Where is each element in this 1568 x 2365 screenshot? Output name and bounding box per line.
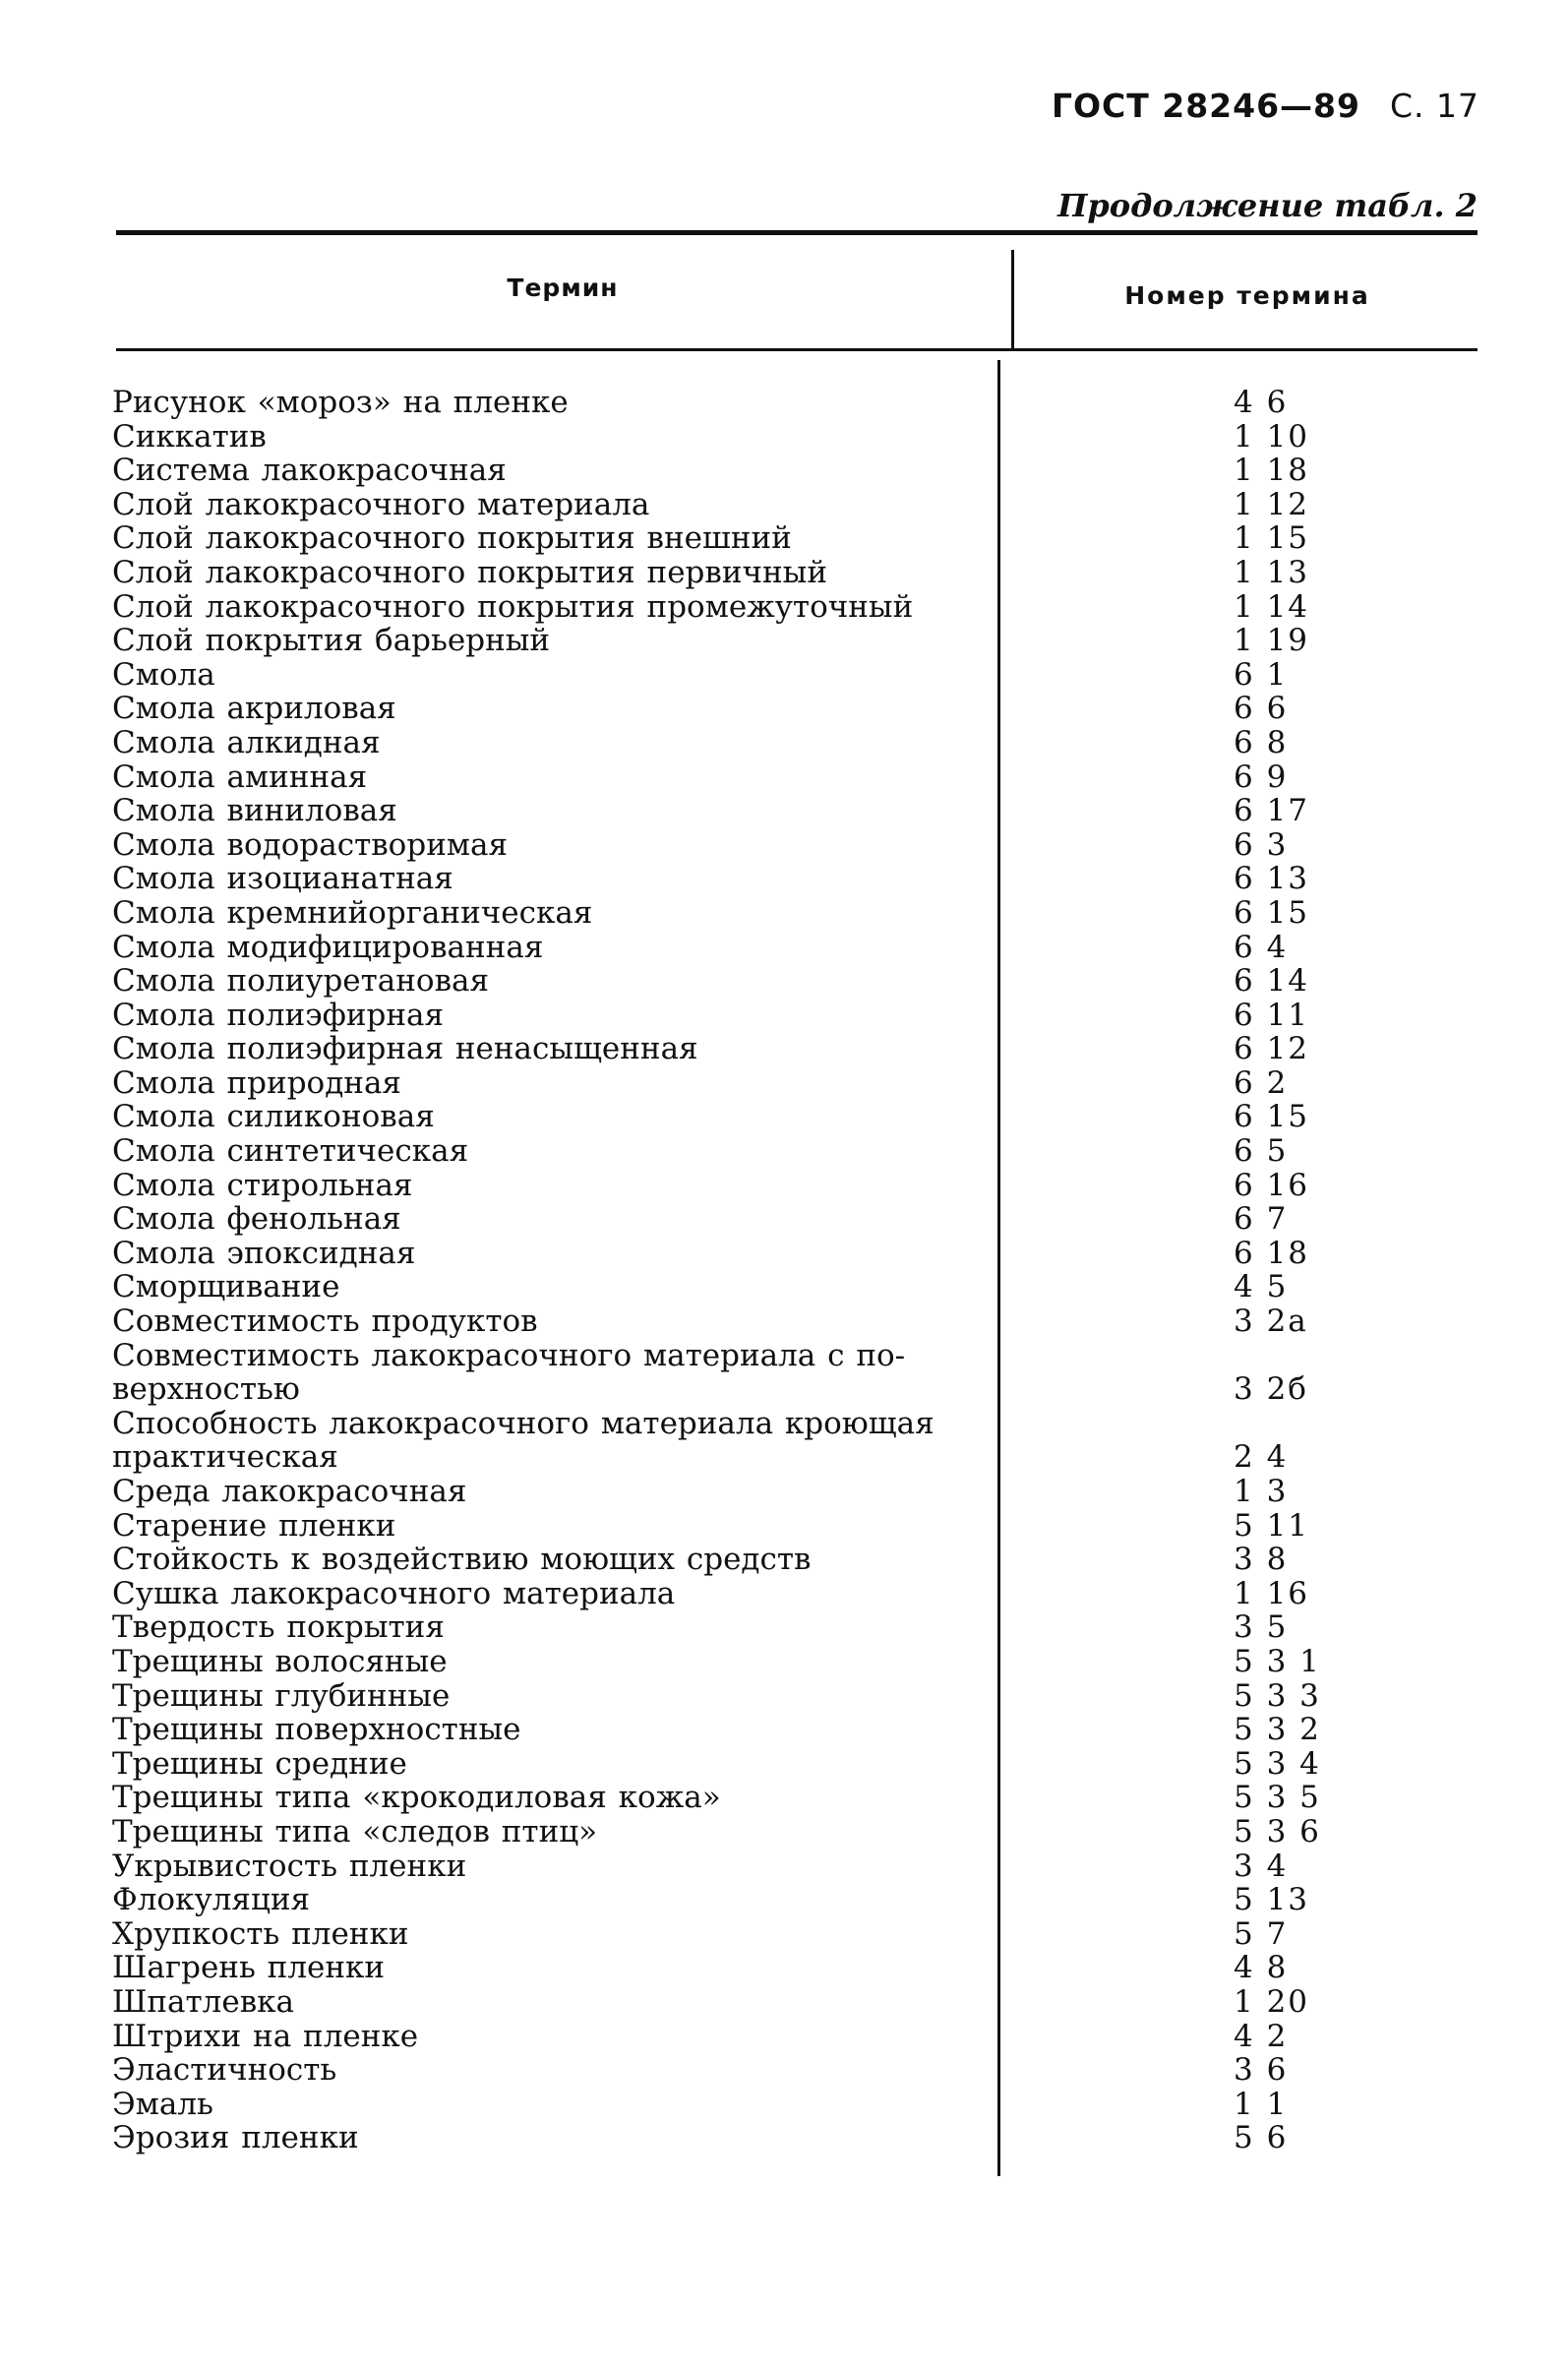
term-number-cell: 5 3 1 — [1234, 1643, 1321, 1679]
term-number-cell: 3 8 — [1234, 1542, 1289, 1578]
term-number-cell: 6 9 — [1234, 758, 1289, 795]
table-body — [112, 386, 1489, 2155]
term-cell: Смола кремнийорганическая — [112, 894, 593, 931]
term-number-cell: 4 5 — [1234, 1269, 1289, 1305]
term-cell: Смола изоцианатная — [112, 861, 453, 897]
table-row — [112, 488, 1489, 522]
term-cell: Смола стирольная — [112, 1167, 413, 1203]
term-cell: Смола модифицированная — [112, 929, 544, 965]
term-number-cell: 1 1 — [1234, 2086, 1289, 2122]
term-cell: Флокуляция — [112, 1882, 311, 1918]
term-number-cell: 6 18 — [1234, 1235, 1310, 1271]
term-cell: Смола — [112, 656, 215, 693]
term-cell: Среда лакокрасочная — [112, 1474, 467, 1509]
term-number-cell: 6 15 — [1234, 1099, 1310, 1135]
standard-designation: ГОСТ 28246—89 — [1051, 87, 1360, 125]
table-row — [112, 1951, 1489, 1985]
table-row — [112, 2020, 1489, 2054]
term-number-cell: 1 14 — [1234, 588, 1310, 625]
table-row — [112, 692, 1489, 726]
table-row — [112, 1883, 1489, 1917]
term-cell: Смола синтетическая — [112, 1133, 469, 1170]
term-cell: Шагрень пленки — [112, 1950, 386, 1986]
term-cell: Смола виниловая — [112, 793, 397, 829]
table-row — [112, 1475, 1489, 1509]
table-row — [112, 1304, 1489, 1339]
table-row — [112, 726, 1489, 760]
term-cell: Слой покрытия барьерный — [112, 623, 551, 659]
term-cell: Смола эпоксидная — [112, 1235, 416, 1271]
header-column-divider — [1011, 250, 1014, 348]
table-row — [112, 1066, 1489, 1101]
term-number-cell: 6 4 — [1234, 929, 1289, 965]
term-number-cell: 5 3 5 — [1234, 1780, 1321, 1816]
table-row — [112, 658, 1489, 693]
term-cell: Совместимость продуктов — [112, 1304, 538, 1340]
term-number-cell: 6 13 — [1234, 861, 1310, 897]
table-top-rule — [116, 230, 1478, 235]
table-row — [112, 794, 1489, 828]
term-number-cell: 6 8 — [1234, 724, 1289, 760]
term-number-cell: 5 3 3 — [1234, 1677, 1321, 1714]
table-row — [112, 556, 1489, 590]
term-number-cell: 1 3 — [1234, 1474, 1289, 1509]
term-number-cell: 6 11 — [1234, 997, 1310, 1033]
term-number-cell: 4 8 — [1234, 1950, 1289, 1986]
table-row — [112, 1679, 1489, 1714]
table-row — [112, 1237, 1489, 1271]
term-number-cell: 1 12 — [1234, 486, 1310, 522]
table-row — [112, 862, 1489, 896]
term-cell: Слой лакокрасочного покрытия внешний — [112, 520, 792, 557]
table-row — [112, 896, 1489, 931]
term-number-cell: 5 6 — [1234, 2120, 1289, 2156]
term-number-cell: 3 5 — [1234, 1609, 1289, 1646]
column-header-term: Термин — [507, 273, 619, 302]
term-cell: Шпатлевка — [112, 1983, 295, 2020]
table-row — [112, 1407, 1489, 1475]
table-row — [112, 760, 1489, 795]
term-number-cell: 6 3 — [1234, 826, 1289, 863]
table-row — [112, 1985, 1489, 2020]
term-number-cell: 5 3 6 — [1234, 1813, 1321, 1850]
term-cell: Штрихи на пленке — [112, 2018, 419, 2054]
term-number-cell: 6 2 — [1234, 1064, 1289, 1101]
term-number-cell: 6 6 — [1234, 691, 1289, 727]
term-cell: Трещины средние — [112, 1745, 407, 1782]
term-number-cell: 2 4 — [1234, 1439, 1289, 1476]
table-row — [112, 1032, 1489, 1066]
term-number-cell: 1 15 — [1234, 520, 1310, 557]
term-cell: Эрозия пленки — [112, 2120, 359, 2156]
table-row — [112, 1917, 1489, 1952]
table-row — [112, 420, 1489, 455]
term-cell: Смола фенольная — [112, 1201, 401, 1238]
term-cell: Смола акриловая — [112, 691, 396, 727]
running-head — [1052, 87, 1479, 125]
term-number-cell: 1 16 — [1234, 1575, 1310, 1611]
term-number-cell: 3 2б — [1234, 1371, 1308, 1408]
term-cell: Трещины поверхностные — [112, 1712, 521, 1748]
table-row — [112, 964, 1489, 999]
table-row — [112, 1134, 1489, 1169]
table-row — [112, 1713, 1489, 1747]
table-row — [112, 2121, 1489, 2155]
table-row — [112, 828, 1489, 863]
term-number-cell: 1 19 — [1234, 623, 1310, 659]
term-cell: Смола полиуретановая — [112, 963, 490, 1000]
term-cell: Укрывистость пленки — [112, 1848, 467, 1884]
column-header-number: Номер термина — [1124, 281, 1370, 310]
term-number-cell: 5 7 — [1234, 1915, 1289, 1952]
table-row — [112, 624, 1489, 658]
term-cell: Сушка лакокрасочного материала — [112, 1575, 676, 1611]
term-number-cell: 4 2 — [1234, 2018, 1289, 2054]
table-row — [112, 1610, 1489, 1645]
term-cell: Трещины типа «крокодиловая кожа» — [112, 1780, 721, 1816]
term-number-cell: 3 4 — [1234, 1848, 1289, 1884]
term-number-cell: 6 15 — [1234, 894, 1310, 931]
term-cell: Трещины типа «следов птиц» — [112, 1813, 598, 1850]
term-cell: Твердость покрытия — [112, 1609, 445, 1646]
term-cell: Смола алкидная — [112, 724, 381, 760]
term-cell: Стойкость к воздействию моющих средств — [112, 1542, 812, 1578]
term-cell: Эмаль — [112, 2086, 213, 2122]
term-cell: Хрупкость пленки — [112, 1915, 409, 1952]
term-cell: Смола природная — [112, 1064, 401, 1101]
term-cell: Слой лакокрасочного покрытия первичный — [112, 554, 828, 590]
term-number-cell: 6 12 — [1234, 1031, 1310, 1067]
term-number-cell: 6 14 — [1234, 963, 1310, 1000]
table-row — [112, 1577, 1489, 1611]
term-number-cell: 4 6 — [1234, 385, 1289, 420]
term-cell: Смола водорастворимая — [112, 826, 509, 863]
term-number-cell: 1 10 — [1234, 418, 1310, 455]
table-continuation-caption: Продолжение табл. 2 — [1057, 187, 1478, 224]
term-number-cell: 3 6 — [1234, 2052, 1289, 2089]
table-row — [112, 1169, 1489, 1203]
term-number-cell: 5 3 4 — [1234, 1745, 1321, 1782]
table-row — [112, 931, 1489, 965]
table-row — [112, 454, 1489, 488]
term-number-cell: 5 3 2 — [1234, 1712, 1321, 1748]
term-number-cell: 1 18 — [1234, 453, 1310, 489]
term-number-cell: 1 13 — [1234, 554, 1310, 590]
term-number-cell: 6 5 — [1234, 1133, 1289, 1170]
table-row — [112, 1850, 1489, 1884]
page-number: С. 17 — [1389, 87, 1479, 125]
term-cell: Совместимость лакокрасочного материала с по- верхностью — [112, 1337, 906, 1408]
table-row — [112, 1100, 1489, 1134]
term-cell: Эластичность — [112, 2052, 337, 2089]
table-row — [112, 1270, 1489, 1304]
term-cell: Сморщивание — [112, 1269, 340, 1305]
table-row — [112, 1747, 1489, 1782]
term-cell: Трещины волосяные — [112, 1643, 448, 1679]
term-cell: Рисунок «мороз» на пленке — [112, 385, 569, 420]
term-cell: Сиккатив — [112, 418, 267, 455]
term-cell: Система лакокрасочная — [112, 453, 507, 489]
table-row — [112, 386, 1489, 420]
table-row — [112, 1509, 1489, 1544]
term-cell: Трещины глубинные — [112, 1677, 451, 1714]
term-number-cell: 5 11 — [1234, 1507, 1310, 1544]
term-number-cell: 6 17 — [1234, 793, 1310, 829]
term-number-cell: 6 16 — [1234, 1167, 1310, 1203]
table-row — [112, 1339, 1489, 1407]
term-number-cell: 1 20 — [1234, 1983, 1310, 2020]
term-number-cell: 5 13 — [1234, 1882, 1310, 1918]
table-row — [112, 590, 1489, 625]
term-cell: Слой лакокрасочного материала — [112, 486, 650, 522]
term-cell: Способность лакокрасочного материала кроющая практическая — [112, 1405, 935, 1476]
term-number-cell: 6 1 — [1234, 656, 1289, 693]
term-number-cell: 3 2а — [1234, 1304, 1308, 1340]
table-row — [112, 999, 1489, 1033]
term-cell: Смола полиэфирная — [112, 997, 445, 1033]
table-row — [112, 1781, 1489, 1815]
term-number-cell: 6 7 — [1234, 1201, 1289, 1238]
table-row — [112, 1815, 1489, 1850]
table-row — [112, 2088, 1489, 2122]
table-row — [112, 1543, 1489, 1577]
table-row — [112, 1645, 1489, 1679]
term-cell: Старение пленки — [112, 1507, 396, 1544]
table-row — [112, 521, 1489, 556]
table-row — [112, 2053, 1489, 2088]
term-cell: Смола аминная — [112, 758, 368, 795]
header-bottom-rule — [116, 348, 1478, 351]
table-row — [112, 1202, 1489, 1237]
term-cell: Смола силиконовая — [112, 1099, 435, 1135]
term-cell: Смола полиэфирная ненасыщенная — [112, 1031, 698, 1067]
term-cell: Слой лакокрасочного покрытия промежуточный — [112, 588, 914, 625]
